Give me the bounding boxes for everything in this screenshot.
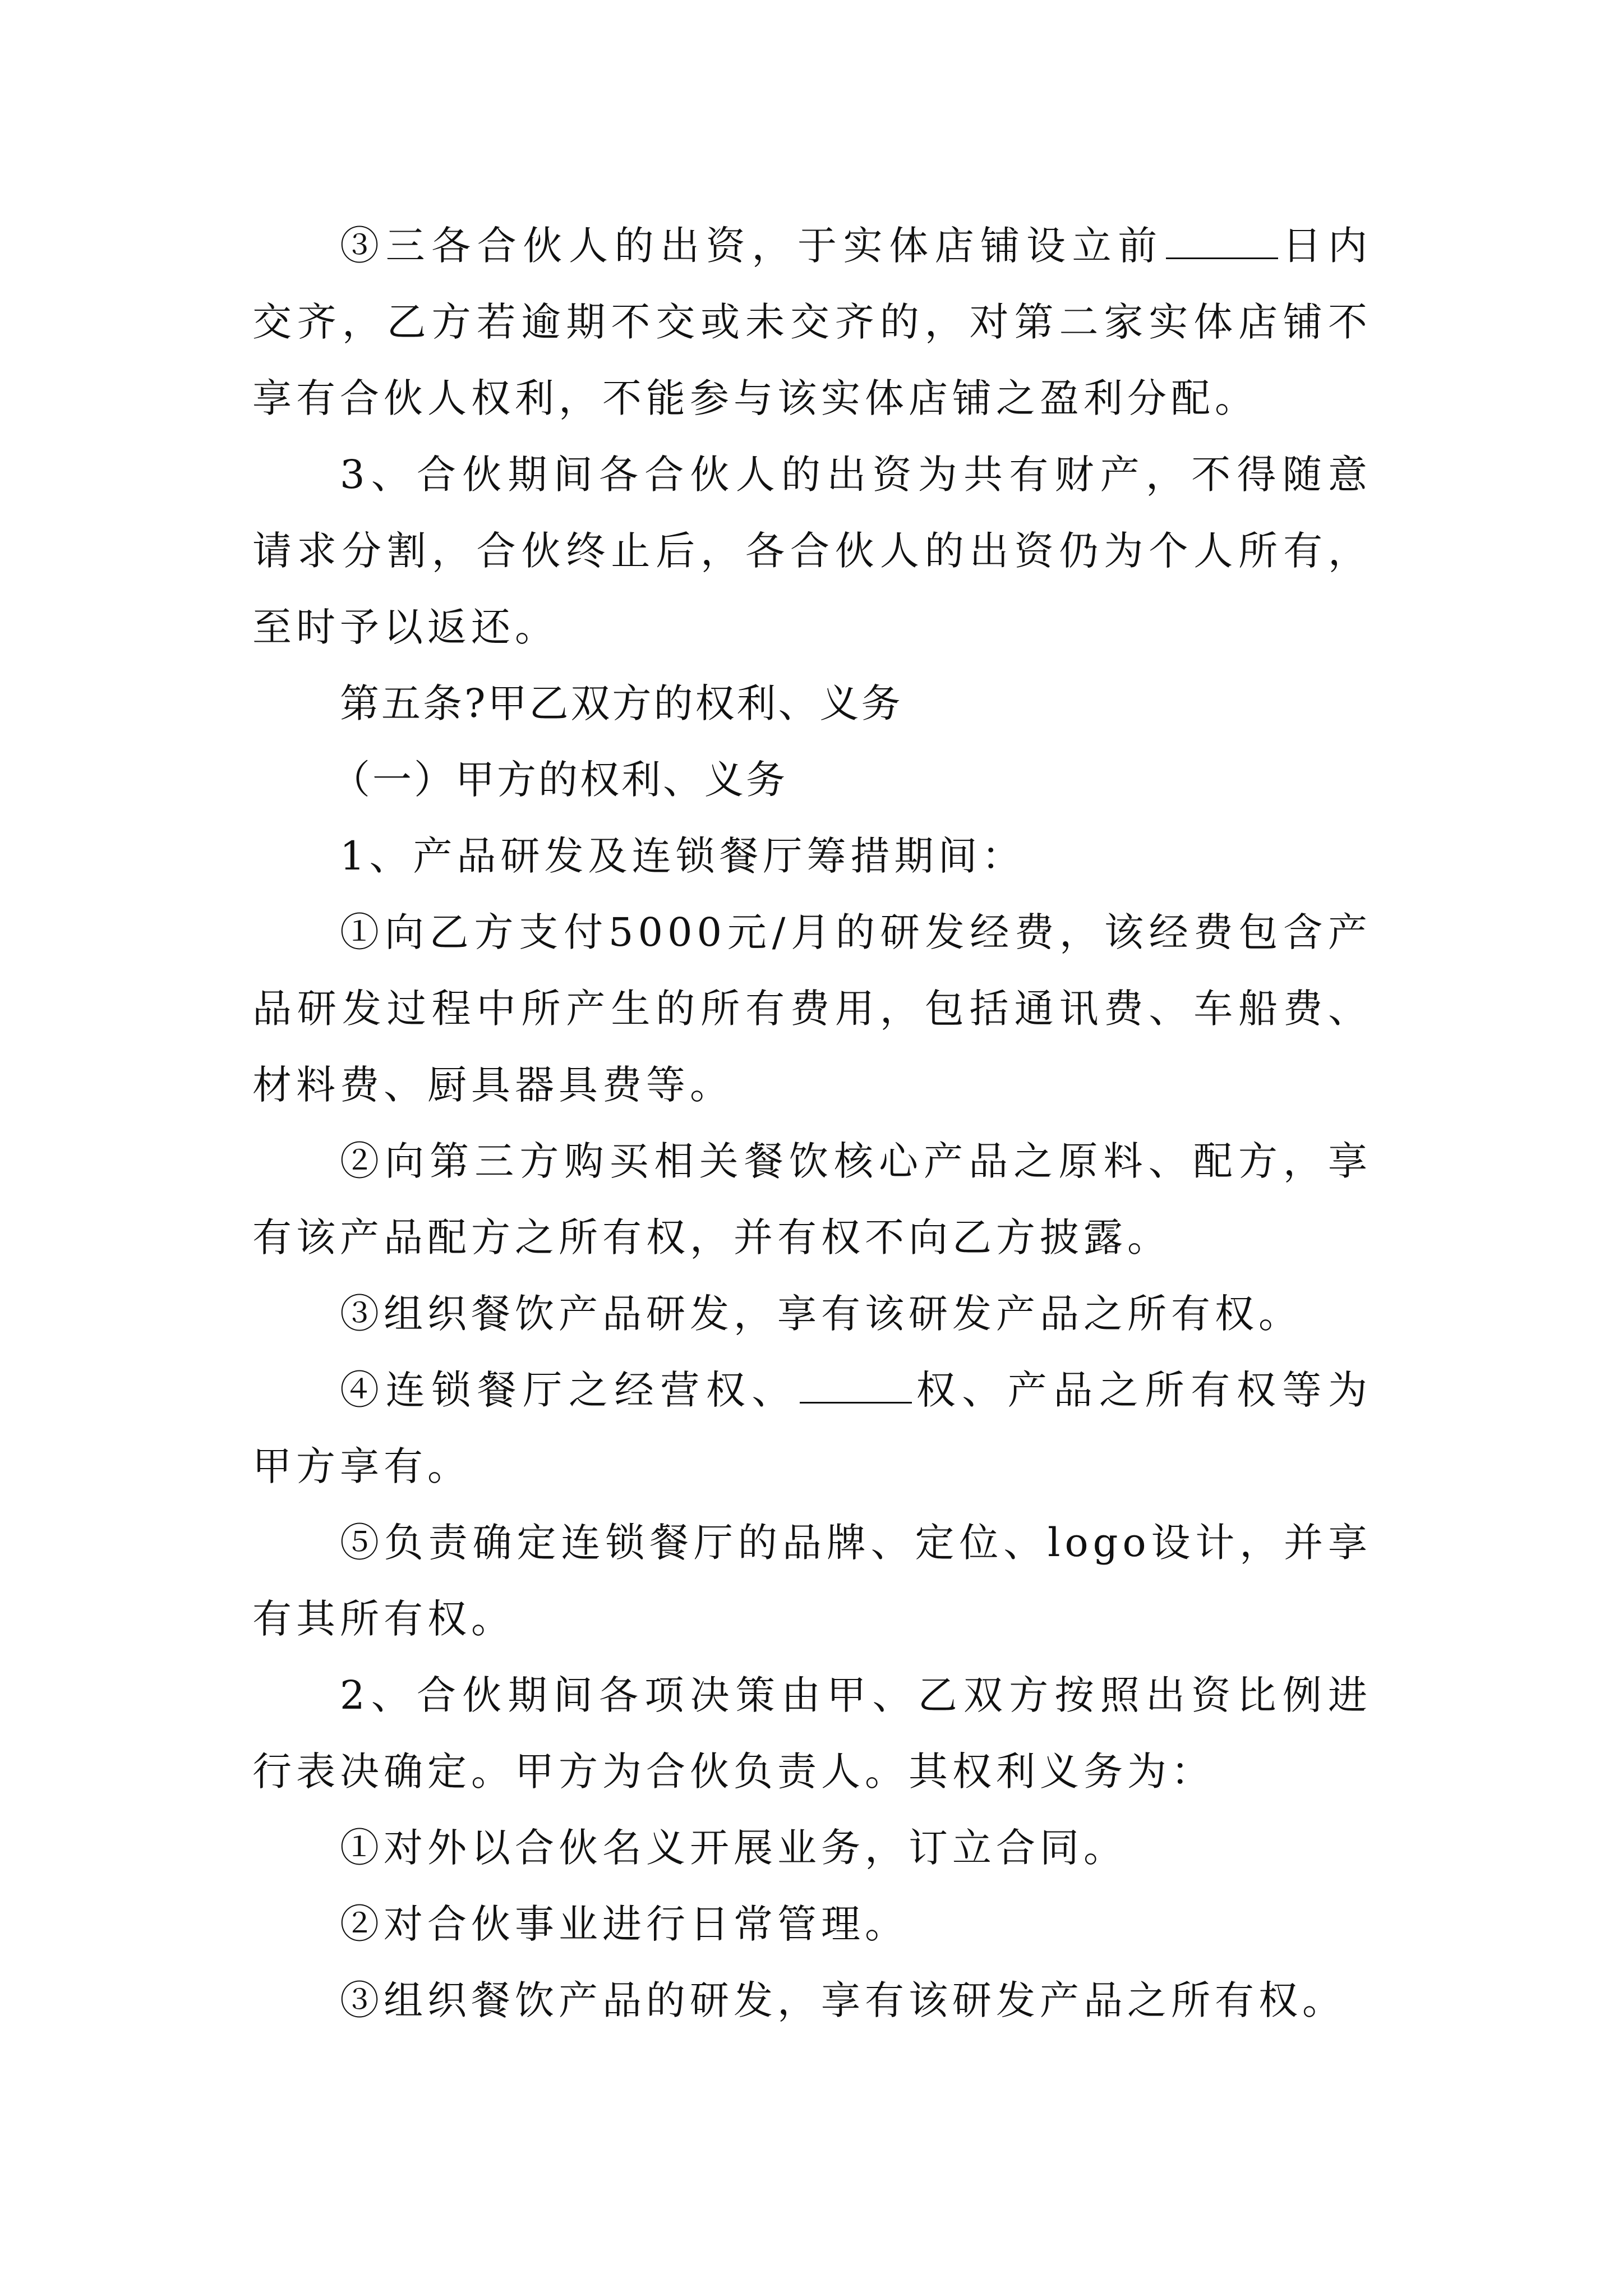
blank-fill-line: [1166, 218, 1278, 259]
paragraph-external-business: ①对外以合伙名义开展业务，订立合同。: [340, 1825, 1127, 1871]
section-heading-article-five: 第五条?甲乙双方的权利、义务: [340, 680, 903, 726]
paragraph-text: 权、产品之所有权等为甲方享有。: [252, 1367, 1372, 1489]
paragraph-formula-purchase: ②向第三方购买相关餐饮核心产品之原料、配方，享有该产品配方之所有权，并有权不向乙方披露。: [252, 1138, 1372, 1260]
paragraph-organize-rd: ③组织餐饮产品研发，享有该研发产品之所有权。: [340, 1291, 1302, 1337]
paragraph-rd-funding: ①向乙方支付5000元/月的研发经费，该经费包含产品研发过程中所产生的所有费用，包括通讯费、车船费、材料费、厨具器具费等。: [252, 909, 1372, 1108]
paragraph-text: ③三各合伙人的出资，于实体店铺设立前: [340, 223, 1164, 269]
blank-fill-line: [800, 1363, 912, 1404]
paragraph-brand-logo: ⑤负责确定连锁餐厅的品牌、定位、logo设计，并享有其所有权。: [252, 1520, 1372, 1642]
subsection-heading-party-a: （一）甲方的权利、义务: [331, 757, 787, 803]
paragraph-product-rd-ownership: ③组织餐饮产品的研发，享有该研发产品之所有权。: [340, 1977, 1346, 2023]
paragraph-daily-management: ②对合伙事业进行日常管理。: [340, 1901, 909, 1947]
paragraph-text: ④连锁餐厅之经营权、: [340, 1367, 797, 1413]
document-body: [252, 208, 1372, 2039]
paragraph-operating-rights: [252, 1352, 1372, 1504]
paragraph-text: 日内交齐，乙方若逾期不交或未交齐的，对第二家实体店铺不享有合伙人权利，不能参与该实体店铺之盈利分配。: [252, 223, 1372, 421]
paragraph-decision-making: 2、合伙期间各项决策由甲、乙双方按照出资比例进行表决确定。甲方为合伙负责人。其权利义务为：: [252, 1672, 1372, 1795]
paragraph-partner-contribution-deadline: [252, 208, 1372, 436]
paragraph-shared-property: 3、合伙期间各合伙人的出资为共有财产，不得随意请求分割，合伙终止后，各合伙人的出资仍为个人所有，至时予以返还。: [252, 452, 1372, 650]
paragraph-rd-period: 1、产品研发及连锁餐厅筹措期间：: [340, 833, 1026, 879]
